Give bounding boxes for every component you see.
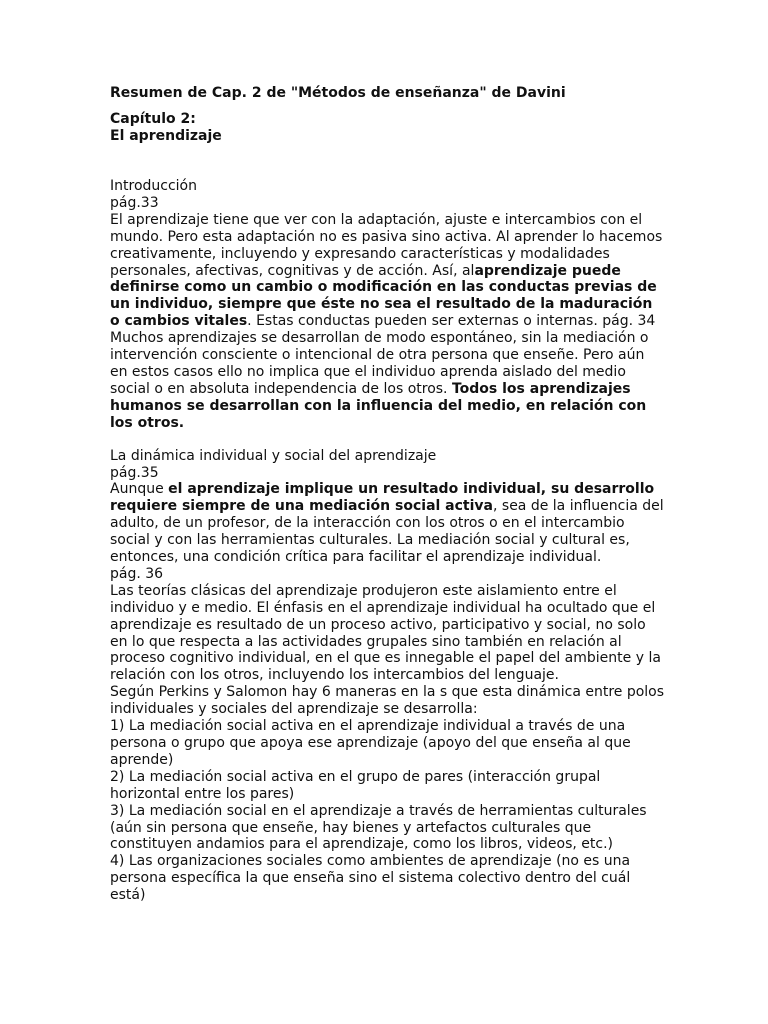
- intro-heading: Introducción: [110, 178, 197, 194]
- spacer: [110, 145, 665, 178]
- dynamics-page-ref: pág.35: [110, 464, 159, 481]
- intro-p2-text: Muchos aprendizajes se desarrollan de modo espontáneo, sin la mediación o intervención consciente o intencional de otra persona que enseñe. Pero aún en estos casos ello no implica que el individuo aprenda aislado del medio social o en absoluta independencia de los otros.: [110, 330, 649, 397]
- dynamics-paragraph-2: Las teorías clásicas del aprendizaje produjeron este aislamiento entre el individuo y e medio. El énfasis en el aprendizaje individual ha ocultado que el aprendizaje es resultado de un proceso activo, participativo y social, no solo en lo que respecta a las actividades grupales sino también en relación al proceso cognitivo individual, en el que es innegable el papel del ambiente y la relación con los otros, incluyendo los intercambios del lenguaje.: [110, 582, 661, 684]
- intro-p1-text: El aprendizaje tiene que ver con la adaptación, ajuste e intercambios con el mundo. Pero esta adaptación no es pasiva sino activa. Al aprender lo hacemos creativamente, incluyendo y expresando características y modalidades personales, afectivas, cognitivas y de acción. Así, al: [110, 211, 663, 279]
- list-item: 4) Las organizaciones sociales como ambientes de aprendizaje (no es una persona específica la que enseña sino el sistema colectivo dentro del cuál está): [110, 853, 631, 904]
- intro-paragraph-1: [110, 212, 665, 330]
- chapter-number: Capítulo 2:: [110, 111, 196, 127]
- intro-paragraph-2: [110, 330, 665, 431]
- dynamics-heading: La dinámica individual y social del aprendizaje: [110, 447, 437, 464]
- intro-p1-bold: aprendizaje puede definirse como un cambio o modificación en las conductas previas de un individuo, siempre que éste no sea el resultado de la maduración o cambios vitales: [110, 262, 657, 330]
- dynamics-page-ref-2: pág. 36: [110, 565, 164, 582]
- list-item: 3) La mediación social en el aprendizaje a través de herramientas culturales (aún sin persona que enseñe, hay bienes y artefactos culturales que constituyen andamios para el aprendizaje, como los libros, videos, etc.): [110, 802, 647, 853]
- chapter-title: El aprendizaje: [110, 128, 222, 144]
- dynamics-paragraph-1: [110, 481, 665, 566]
- dynamics-p1-tail: , sea de la influencia del adulto, de un profesor, de la interacción con los otros o en el intercambio social y con las herramientas culturales. La mediación social y cultural es, entonces, una condición crítica para facilitar el aprendizaje individual.: [110, 498, 664, 566]
- dynamics-p1-bold: el aprendizaje implique un resultado individual, su desarrollo requiere siempre de una mediación social activa: [110, 481, 655, 515]
- intro-p2-bold: Todos los aprendizajes humanos se desarrollan con la influencia del medio, en relación con los otros.: [110, 380, 647, 431]
- intro-page-ref: pág.33: [110, 194, 159, 211]
- intro-p1-tail: . Estas conductas pueden ser externas o internas. pág. 34: [247, 313, 656, 330]
- list-item: 1) La mediación social activa en el aprendizaje individual a través de una persona o grupo que apoya ese aprendizaje (apoyo del que enseña al que aprende): [110, 718, 631, 768]
- spacer: [110, 432, 665, 448]
- document-page: [110, 85, 665, 904]
- document-title: Resumen de Cap. 2 de "Métodos de enseñanza" de Davini: [110, 85, 566, 101]
- dynamics-p1-text: Aunque: [110, 481, 169, 498]
- list-item: 2) La mediación social activa en el grupo de pares (interacción grupal horizontal entre los pares): [110, 768, 601, 802]
- dynamics-paragraph-3: Según Perkins y Salomon hay 6 maneras en la s que esta dinámica entre polos individuales y sociales del aprendizaje se desarrolla:: [110, 684, 665, 718]
